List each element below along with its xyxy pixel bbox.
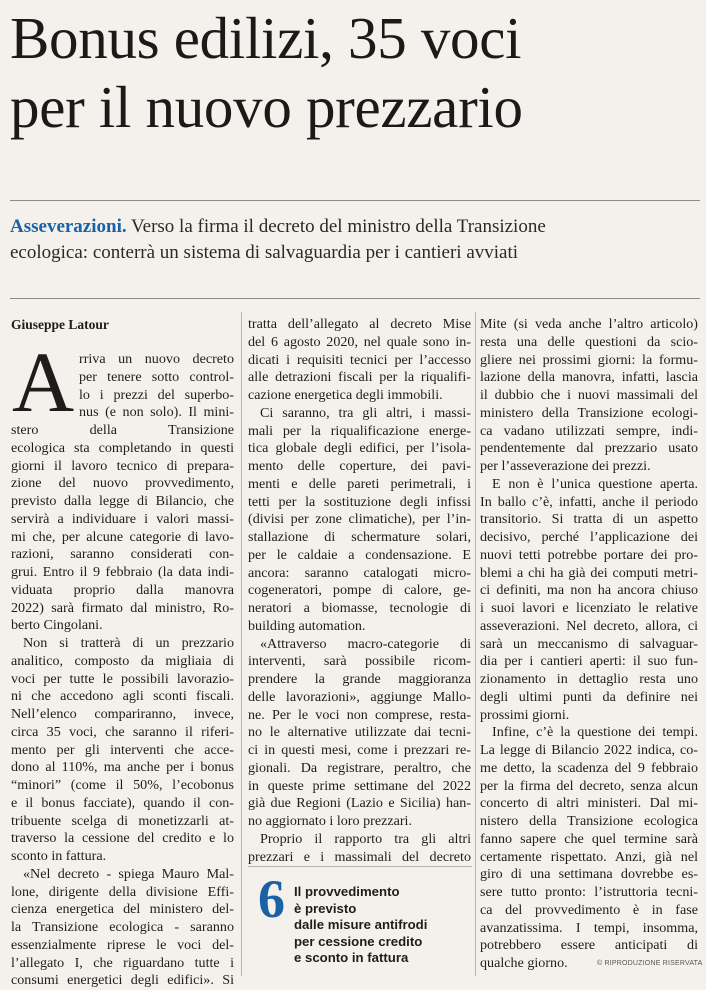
article-line: La legge di Bilancio 2022 indica, co-	[480, 742, 698, 758]
article-line: cienza energetica del ministero del-	[11, 901, 234, 918]
article-line: Ci saranno, tra gli altri, i massi-	[260, 404, 471, 421]
article-line: stero della Transizione	[11, 422, 234, 438]
article-line: “minori” (come il 50%, l’ecobonus	[11, 777, 234, 793]
article-line: ni che accedono agli sconti fiscali.	[11, 688, 234, 705]
article-line: analitico, composto da migliaia di	[11, 652, 234, 669]
article-line: blemi a chi ha già dei computi metri-	[480, 564, 698, 581]
drop-cap: A	[12, 334, 75, 430]
article-line: per l’asseverazione dei prezzi.	[480, 458, 651, 474]
summary-rule	[10, 298, 700, 299]
column-1-text	[11, 351, 234, 990]
article-line: «Nel decreto - spiega Mauro Mal-	[23, 865, 234, 882]
article-line: e il bonus facciate), quando il con-	[11, 794, 234, 811]
article-line: mento per gli interventi che acce-	[11, 741, 234, 758]
article-line: nistero della Transizione ecologica	[480, 813, 698, 829]
article-line: potrebbero essere anticipati di	[480, 937, 698, 954]
article-line: no le alternative utilizzate dai tecni-	[248, 724, 471, 741]
article-line: (divisi per zone climatiche), per l’in-	[248, 511, 471, 528]
column-3-text	[480, 316, 698, 973]
article-line: in queste prime settimane del 2022	[248, 777, 471, 794]
article-line: del 6 agosto 2020, nel quale sono in-	[248, 333, 471, 350]
article-line: pendentemente dal prezzario usato	[480, 440, 698, 457]
article-line: stallazione di schermature solari,	[248, 529, 471, 545]
article-line: qualche giorno.	[480, 955, 568, 971]
article-line: dicati i requisiti tecnici per l’accesso	[248, 351, 471, 368]
pull-quote	[248, 869, 474, 968]
article-line: Non si tratterà di un prezzario	[23, 635, 234, 651]
article-line: per le caldaie a condensazione. E	[248, 546, 471, 563]
article-line: E non è l’unica questione aperta.	[492, 475, 698, 492]
article-line: ca del provvedimento è in fase	[480, 901, 698, 918]
headline-line-1: Bonus edilizi, 35 voci	[10, 5, 522, 71]
article-line: cazione energetica degli immobili.	[248, 387, 443, 403]
column-divider-2	[475, 312, 476, 976]
headline	[10, 4, 700, 142]
article-line: nuovi tetti potrebbe portare dei pro-	[480, 546, 698, 563]
article-line: ministero della Transizione ecologi-	[480, 404, 698, 421]
article-line: fanno sapere che quel termine sarà	[480, 830, 698, 847]
article-line: per la firma del decreto, senza alcun	[480, 777, 698, 794]
article-line: per tenere sotto control-	[79, 368, 234, 385]
copyright-notice: © RIPRODUZIONE RISERVATA	[597, 960, 703, 967]
pull-quote-line: dalle misure antifrodi	[294, 917, 428, 933]
article-line: Proprio il rapporto tra gli altri	[260, 830, 471, 847]
article-line: Nell’elenco compariranno, invece,	[11, 706, 234, 722]
article-line: ci definiti, ma non ha ancora chiuso	[480, 582, 698, 599]
article-line: zione del nuovo provvedimento,	[11, 475, 234, 492]
article-line: resta una delle questioni da scio-	[480, 333, 698, 350]
article-line: delle lavorazioni», aggiunge Mallo-	[248, 688, 471, 705]
article-line: mi che, per alcune categorie di lavo-	[11, 528, 234, 545]
article-line: viduata proprio dalla manovra	[11, 581, 234, 598]
article-line: servirà a individuare i valori massi-	[11, 510, 234, 527]
article-line: tetti per la sostituzione degli infissi	[248, 493, 471, 510]
article-line: degli ultimi punti da definire nei	[480, 688, 698, 705]
article-line: no aggiornato i loro prezzari.	[248, 813, 412, 829]
article-line: lone, dirigente della divisione Effi-	[11, 883, 234, 900]
article-line: interventi, sarà possibile ricom-	[248, 653, 471, 670]
article-line: «Attraverso macro-categorie di	[260, 635, 471, 652]
pull-quote-line: è previsto	[294, 900, 357, 916]
column-2-text	[248, 316, 471, 866]
article-line: nus (e non solo). Il mini-	[79, 404, 234, 421]
article-column-1	[11, 316, 234, 990]
article-line: i suoi lavori e licenziato le relative	[480, 600, 698, 616]
column-divider-1	[241, 312, 242, 976]
article-line: giorni il lavoro tecnico di prepara-	[11, 457, 234, 474]
article-line: decisivo, perché l’applicazione dei	[480, 529, 698, 545]
summary	[10, 214, 700, 266]
article-line: alle detrazioni fiscali per la riqualifi-	[248, 369, 471, 386]
article-line: avanzatissima. I tempi, insomma,	[480, 919, 698, 936]
article-line: ci in questi mesi, come i prezzari re-	[248, 742, 471, 758]
summary-kicker: Asseverazioni.	[10, 216, 127, 237]
article-line: la Transizione ecologica - saranno	[11, 919, 234, 935]
article-line: razioni, saranno considerati con-	[11, 546, 234, 563]
pull-quote-line: Il provvedimento	[294, 884, 400, 899]
pull-quote-line: e sconto in fattura	[294, 950, 409, 966]
article-line: mento delle coperture, dei pavi-	[248, 458, 471, 474]
article-line: tratta dell’allegato al decreto Mise	[248, 316, 471, 332]
callout-rule	[248, 866, 472, 867]
article-line: voci per tutte le possibili lavorazio-	[11, 670, 234, 687]
article-line: essenzialmente riprese le voci del-	[11, 936, 234, 953]
article-line: berto Cingolani.	[11, 617, 103, 634]
article-line: transitorio. Si tratta di un aspetto	[480, 511, 698, 528]
article-line: previsto dalla legge di Bilancio, che	[11, 493, 234, 509]
article-line: cogeneratori, pompe di calore, ge-	[248, 582, 471, 599]
article-line: dono al 110%, ma anche per i bonus	[11, 759, 234, 776]
article-line: tribuente scelga di monetizzarli at-	[11, 812, 234, 829]
article-line: building automation.	[248, 617, 366, 634]
article-line: dia per i cantieri aperti: il suo fun-	[480, 653, 698, 670]
article-line: me detto, la scadenza del 9 febbraio	[480, 759, 698, 776]
article-line: certamente rispettato. Anzi, già nel	[480, 848, 698, 865]
article-line: prendere la grande maggioranza	[248, 671, 471, 687]
article-line: mali per la riqualificazione energe-	[248, 422, 471, 439]
article-line: sconto in fattura.	[11, 848, 107, 864]
article-line: ecologica sta completando in questi	[11, 439, 234, 456]
article-column-2	[248, 316, 471, 866]
article-line: rriva un nuovo decreto	[79, 351, 234, 367]
article-line: circa 35 voci, che saranno il riferi-	[11, 723, 234, 740]
summary-line-1	[10, 214, 700, 240]
pull-quote-mark: 6	[258, 869, 285, 929]
article-line: gionali. Da registrare, peraltro, che	[248, 759, 471, 776]
article-line: ne. Per le voci non comprese, resta-	[248, 706, 471, 723]
article-line: In ballo c’è, infatti, anche il periodo	[480, 493, 698, 510]
article-line: già due Regioni (Lazio e Sicilia) han-	[248, 795, 471, 812]
article-line: Mite (si veda anche l’altro articolo)	[480, 316, 698, 332]
article-line: concerto di altri ministeri. Dal mi-	[480, 795, 698, 812]
article-line: prossimi giorni.	[480, 706, 570, 723]
article-line: consumi energetici degli edifici». Si	[11, 972, 234, 989]
article-line: neratori a biomasse, tecnologie di	[248, 600, 471, 616]
article-line: zionamento in dettaglio resta uno	[480, 671, 698, 687]
top-rule	[10, 200, 700, 201]
article-line: Infine, c’è la questione dei tempi.	[492, 724, 698, 741]
article-line: l’allegato I, che riguardano tutte i	[11, 954, 234, 971]
article-line: traverso la cessione del credito e lo	[11, 830, 234, 847]
pull-quote-line: per cessione credito	[294, 933, 423, 949]
article-line: menti e delle pareti perimetrali, i	[248, 475, 471, 492]
article-line: il dubbio che i nuovi massimali del	[480, 387, 698, 403]
article-line: gliere nei prossimi giorni: la formu-	[480, 351, 698, 368]
article-line: asseverazioni. Nel decreto, allora, ci	[480, 617, 698, 634]
article-line: sarà un meccanismo di salvaguar-	[480, 635, 698, 652]
headline-line-2: per il nuovo prezzario	[10, 74, 523, 140]
article-line: lo i prezzi del superbo-	[79, 386, 234, 403]
summary-line-2: ecologica: conterrà un sistema di salvaguardia per i cantieri avviati	[10, 242, 519, 263]
article-line: giro di una settimana dovrebbe es-	[480, 866, 698, 883]
article-line: ancora: saranno catalogati micro-	[248, 564, 471, 581]
summary-text-1: Verso la firma il decreto del ministro della Transizione	[126, 216, 546, 237]
pull-quote-text	[294, 884, 474, 967]
article-line: lazione della manovra, infatti, lascia	[480, 369, 698, 386]
article-line: ca vadano utilizzati sempre, indi-	[480, 422, 698, 439]
article-line: sere tutto pronto: l’istruttoria tecni-	[480, 884, 698, 900]
article-line: 2022) sarà firmato dal ministro, Ro-	[11, 599, 234, 616]
article-column-3	[480, 316, 698, 973]
byline: Giuseppe Latour	[11, 317, 109, 332]
article-line: prezzari e i massimali del decreto	[248, 848, 471, 865]
article-line: grui. Entro il 9 febbraio (la data indi-	[11, 564, 234, 580]
article-line: tica globale degli edifici, per l’isola-	[248, 440, 471, 457]
